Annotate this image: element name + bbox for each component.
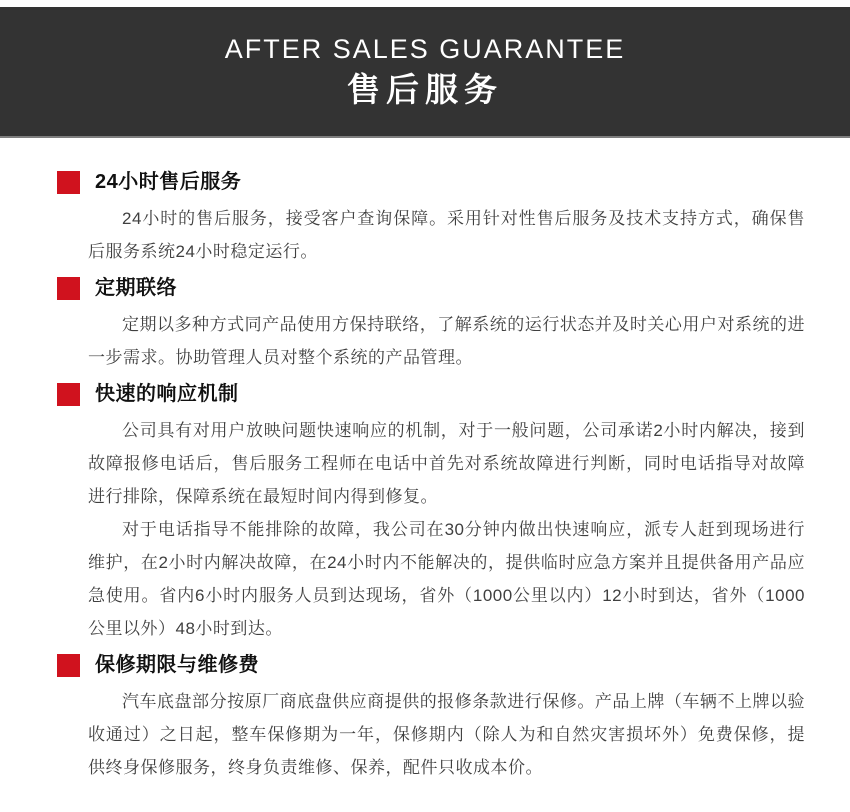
section-title-warranty: 保修期限与维修费	[95, 654, 259, 676]
section-body-24h-service	[88, 202, 805, 268]
paragraph: 汽车底盘部分按原厂商底盘供应商提供的报修条款进行保修。产品上牌（车辆不上牌以验收通过）之日起，整车保修期为一年，保修期内（除人为和自然灾害损坏外）免费保修，提供终身保修服务，终身负责维修、保养，配件只收成本价。	[88, 692, 805, 777]
section-heading-warranty	[57, 653, 805, 677]
section-warranty	[57, 653, 805, 784]
section-body-warranty	[88, 685, 805, 784]
paragraph: 定期以多种方式同产品使用方保持联络，了解系统的运行状态并及时关心用户对系统的进一步需求。协助管理人员对整个系统的产品管理。	[88, 315, 805, 367]
section-heading-regular-contact	[57, 276, 805, 300]
section-body-rapid-response	[88, 414, 805, 645]
section-title-24h-service: 24小时售后服务	[95, 171, 242, 193]
section-heading-rapid-response	[57, 382, 805, 406]
banner-title-chinese: 售后服务	[347, 71, 503, 109]
section-title-rapid-response: 快速的响应机制	[95, 383, 239, 405]
red-square-bullet-icon	[57, 654, 80, 677]
section-title-regular-contact: 定期联络	[95, 277, 177, 299]
section-regular-contact	[57, 276, 805, 374]
section-24h-service	[57, 170, 805, 268]
section-body-regular-contact	[88, 308, 805, 374]
red-square-bullet-icon	[57, 383, 80, 406]
red-square-bullet-icon	[57, 277, 80, 300]
banner-title-english: AFTER SALES GUARANTEE	[224, 33, 626, 64]
paragraph: 对于电话指导不能排除的故障，我公司在30分钟内做出快速响应，派专人赶到现场进行维护，在2小时内解决故障，在24小时内不能解决的，提供临时应急方案并且提供备用产品应急使用。省内6小时内服务人员到达现场，省外（1000公里以内）12小时到达，省外（1000公里以外）48小时到达。	[88, 520, 805, 638]
after-sales-content	[0, 138, 850, 784]
section-rapid-response	[57, 382, 805, 645]
after-sales-banner	[0, 7, 850, 138]
section-heading-24h-service	[57, 170, 805, 194]
paragraph: 24小时的售后服务，接受客户查询保障。采用针对性售后服务及技术支持方式，确保售后服务系统24小时稳定运行。	[88, 209, 805, 261]
paragraph: 公司具有对用户放映问题快速响应的机制，对于一般问题，公司承诺2小时内解决，接到故障报修电话后，售后服务工程师在电话中首先对系统故障进行判断，同时电话指导对故障进行排除，保障系统在最短时间内得到修复。	[88, 421, 805, 506]
red-square-bullet-icon	[57, 171, 80, 194]
